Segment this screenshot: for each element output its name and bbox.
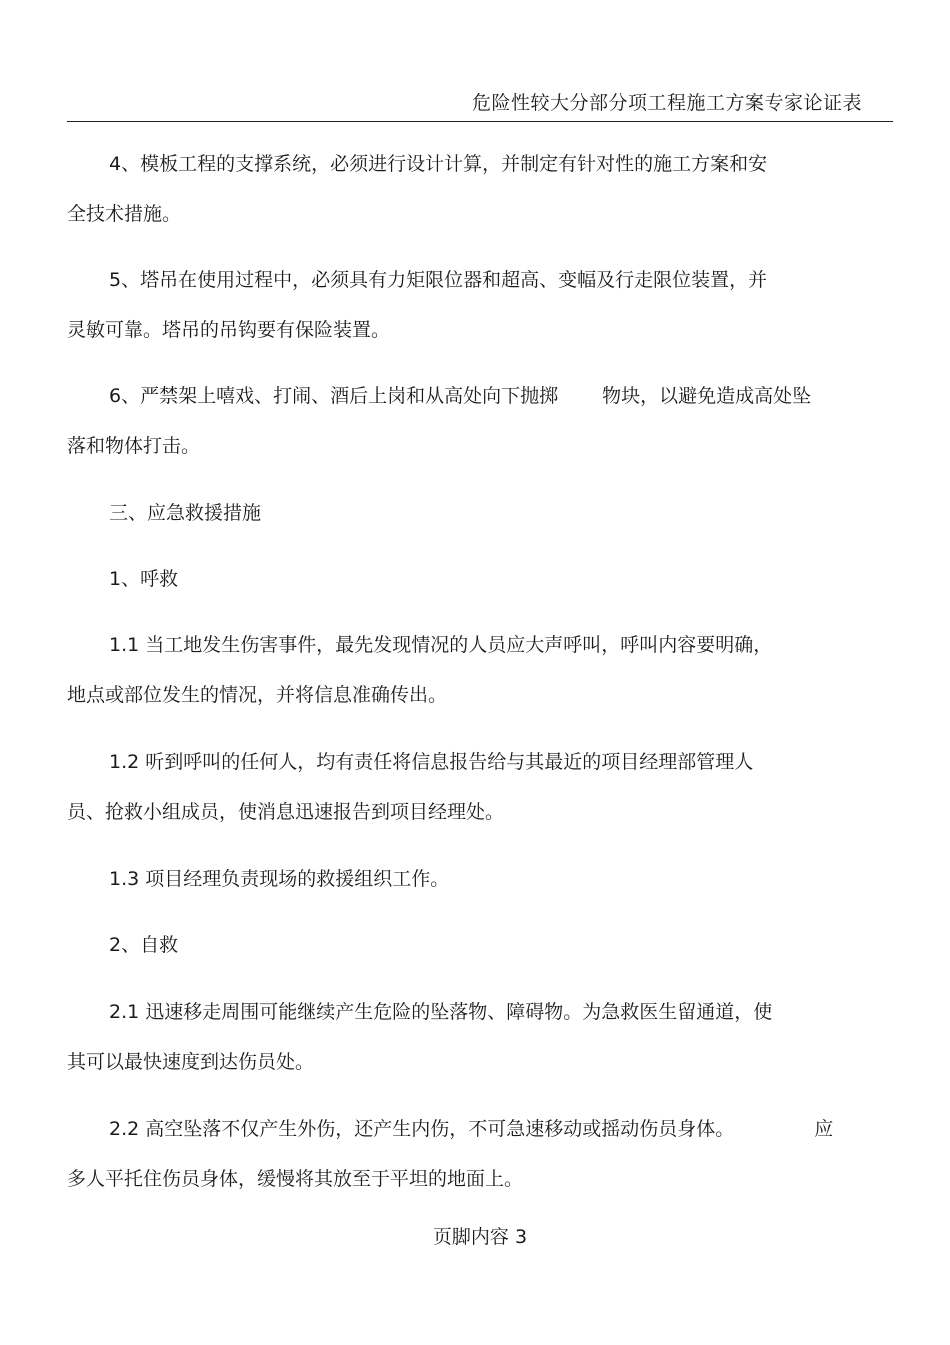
header-divider	[67, 121, 893, 122]
item-1-2-line-2: 员、抢救小组成员，使消息迅速报告到项目经理处。	[67, 801, 505, 823]
item-2-1-line-2: 其可以最快速度到达伤员处。	[67, 1051, 315, 1073]
paragraph-5-line-1: 5、塔吊在使用过程中，必须具有力矩限位器和超高、变幅及行走限位装置，并	[109, 269, 768, 291]
item-1-1-line-2: 地点或部位发生的情况，并将信息准确传出。	[67, 684, 448, 706]
item-2-2-line-2: 多人平托住伤员身体，缓慢将其放至于平坦的地面上。	[67, 1168, 524, 1190]
header-title: 危险性较大分部分项工程施工方案专家论证表	[471, 92, 862, 114]
page-footer: 页脚内容 3	[432, 1226, 528, 1248]
paragraph-6-line-1-part-b: 物块，以避免造成高处坠	[602, 385, 812, 407]
paragraph-4-line-2: 全技术措施。	[67, 203, 182, 225]
item-1-heading: 1、呼救	[109, 568, 179, 590]
item-2-2-line-1-part-b: 应	[814, 1118, 834, 1140]
paragraph-6-line-1-part-a: 6、严禁架上嘻戏、打闹、酒后上岗和从高处向下抛掷	[109, 385, 559, 407]
item-1-1-line-1: 1.1 当工地发生伤害事件，最先发现情况的人员应大声呼叫，呼叫内容要明确，	[109, 634, 773, 656]
paragraph-6-line-2: 落和物体打击。	[67, 435, 201, 457]
item-2-2-line-1-part-a: 2.2 高空坠落不仅产生外伤，还产生内伤，不可急速移动或摇动伤员身体。	[109, 1118, 735, 1140]
item-2-2-line-1	[109, 1117, 833, 1141]
item-1-2-line-1: 1.2 听到呼叫的任何人，均有责任将信息报告给与其最近的项目经理部管理人	[109, 751, 754, 773]
item-2-1-line-1: 2.1 迅速移走周围可能继续产生危险的坠落物、障碍物。为急救医生留通道，使	[109, 1001, 773, 1023]
item-2-heading: 2、自救	[109, 934, 179, 956]
section-3-heading: 三、应急救援措施	[109, 502, 262, 524]
paragraph-4-line-1: 4、模板工程的支撑系统，必须进行设计计算，并制定有针对性的施工方案和安	[109, 153, 768, 175]
paragraph-6-line-1	[109, 384, 811, 408]
paragraph-5-line-2: 灵敏可靠。塔吊的吊钩要有保险装置。	[67, 319, 391, 341]
item-1-3: 1.3 项目经理负责现场的救援组织工作。	[109, 868, 450, 890]
